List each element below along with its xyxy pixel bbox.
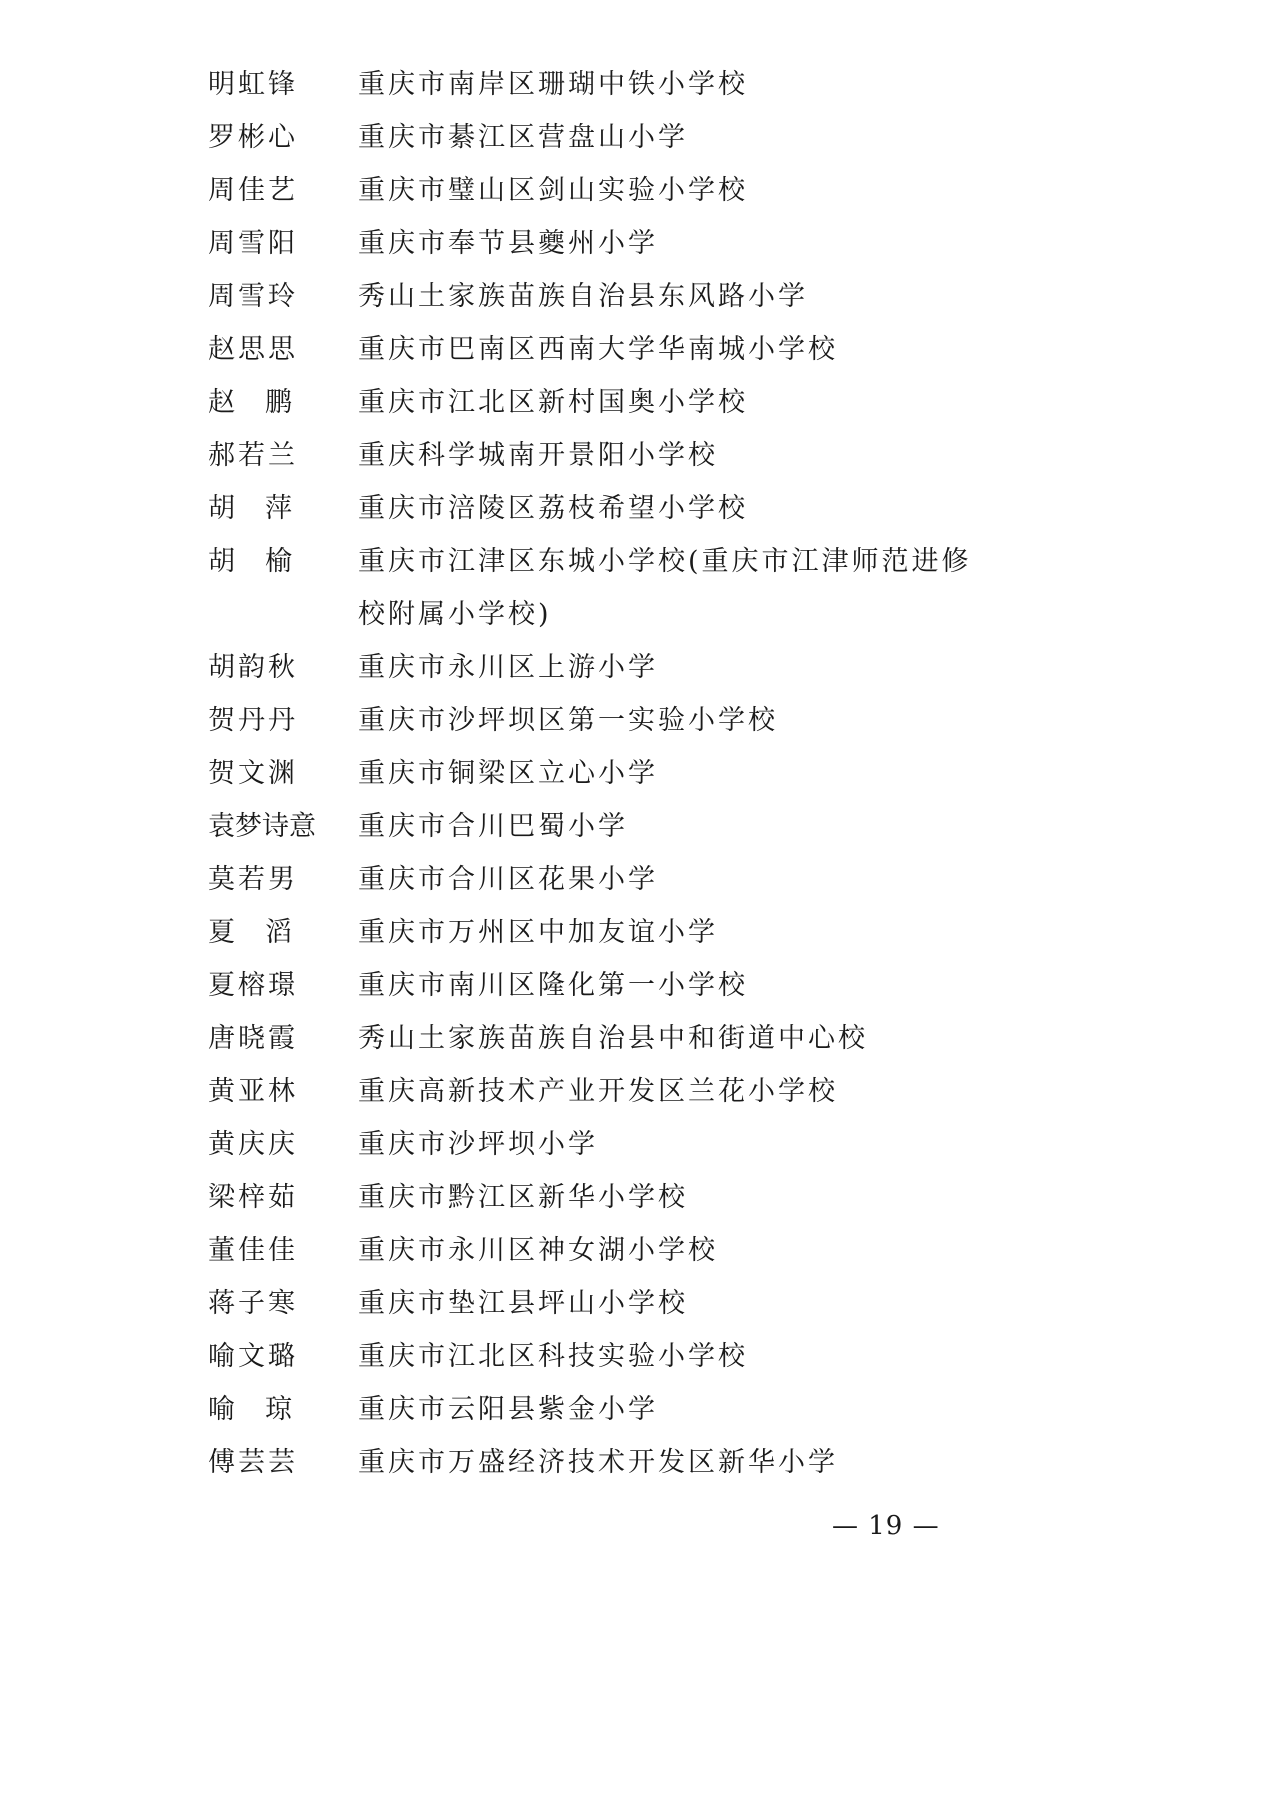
school-name-line: 重庆市垫江县坪山小学校: [358, 1288, 688, 1319]
person-name-char: 喻: [208, 1394, 235, 1425]
school-name-line: 重庆市永川区神女湖小学校: [358, 1235, 718, 1266]
school-name-line: 重庆市巴南区西南大学华南城小学校: [358, 334, 838, 365]
list-item: [0, 959, 1102, 1012]
school-name-line: 重庆市万盛经济技术开发区新华小学: [358, 1447, 838, 1478]
list-item: [0, 1171, 1102, 1224]
person-name: [208, 853, 358, 906]
person-name: [208, 800, 358, 853]
person-name: [208, 906, 358, 959]
list-item: [0, 1118, 1102, 1171]
school-name: [358, 270, 978, 323]
person-name-text: 郝若兰: [208, 440, 298, 471]
school-name: [358, 1383, 978, 1436]
person-name-text: 罗彬心: [208, 122, 298, 153]
list-item: [0, 482, 1102, 535]
school-name: [358, 217, 978, 270]
person-name: [208, 58, 358, 111]
person-name-text: 夏榕璟: [208, 970, 298, 1001]
school-name: [358, 482, 978, 535]
school-name: [358, 1224, 978, 1277]
school-name-line: 重庆市永川区上游小学: [358, 652, 658, 683]
person-name-char: 胡: [208, 493, 235, 524]
person-name: [208, 1065, 358, 1118]
person-name-char: 榆: [265, 546, 292, 577]
school-name: [358, 1065, 978, 1118]
person-name-text: 蒋子寒: [208, 1288, 298, 1319]
list-item: [0, 111, 1102, 164]
school-name-line: 重庆市江津区东城小学校(重庆市江津师范进修: [358, 546, 972, 577]
school-name-line: 重庆市合川巴蜀小学: [358, 811, 628, 842]
person-name-char: 胡: [208, 546, 235, 577]
school-name-line: 秀山土家族苗族自治县中和街道中心校: [358, 1023, 868, 1054]
school-name: [358, 1171, 978, 1224]
person-name: [208, 429, 358, 482]
person-name: [208, 694, 358, 747]
person-name: [208, 111, 358, 164]
person-name: [208, 1330, 358, 1383]
school-name-line: 重庆市沙坪坝区第一实验小学校: [358, 705, 778, 736]
person-name: [208, 1224, 358, 1277]
school-name: [358, 959, 978, 1012]
school-name-line: 重庆市南川区隆化第一小学校: [358, 970, 748, 1001]
list-item: [0, 800, 1102, 853]
person-name-char: 赵: [208, 387, 235, 418]
school-name: [358, 111, 978, 164]
school-name-line: 校附属小学校): [358, 599, 552, 630]
person-name-text: 唐晓霞: [208, 1023, 298, 1054]
person-name-char: 萍: [265, 493, 292, 524]
list-item: [0, 641, 1102, 694]
person-name: [208, 535, 358, 588]
school-name: [358, 323, 978, 376]
list-item: [0, 376, 1102, 429]
person-name: [208, 959, 358, 1012]
school-name-line: 重庆市江北区新村国奥小学校: [358, 387, 748, 418]
person-name-text: 莫若男: [208, 864, 298, 895]
list-item: [0, 1224, 1102, 1277]
school-name: [358, 58, 978, 111]
person-name: [208, 482, 358, 535]
list-item: [0, 906, 1102, 959]
school-name-line: 重庆市沙坪坝小学: [358, 1129, 598, 1160]
person-name: [208, 1436, 358, 1489]
school-name-line: 重庆科学城南开景阳小学校: [358, 440, 718, 471]
person-name-text: 胡韵秋: [208, 652, 298, 683]
school-name: [358, 1012, 978, 1065]
school-name: [358, 641, 978, 694]
person-name: [208, 1118, 358, 1171]
school-name-line: 重庆市铜梁区立心小学: [358, 758, 658, 789]
school-name-line: 重庆市江北区科技实验小学校: [358, 1341, 748, 1372]
award-list: [0, 58, 1102, 1489]
person-name-text: 赵思思: [208, 334, 298, 365]
list-item: [0, 1065, 1102, 1118]
school-name: [358, 800, 978, 853]
list-item: [0, 747, 1102, 800]
person-name-text: [208, 376, 292, 429]
person-name: [208, 376, 358, 429]
school-name: [358, 429, 978, 482]
person-name-char: 滔: [265, 917, 292, 948]
school-name-line: 重庆市綦江区营盘山小学: [358, 122, 688, 153]
list-item: [0, 535, 1102, 641]
list-item: [0, 429, 1102, 482]
list-item: [0, 1012, 1102, 1065]
school-name-line: 重庆市合川区花果小学: [358, 864, 658, 895]
school-name: [358, 747, 978, 800]
list-item: [0, 323, 1102, 376]
person-name-char: 琼: [265, 1394, 292, 1425]
person-name-text: 周雪玲: [208, 281, 298, 312]
person-name-text: 周佳艺: [208, 175, 298, 206]
person-name-text: 黄庆庆: [208, 1129, 298, 1160]
person-name: [208, 270, 358, 323]
school-name: [358, 376, 978, 429]
person-name-text: [208, 535, 292, 588]
person-name-text: [208, 482, 292, 535]
person-name: [208, 1012, 358, 1065]
person-name-text: 明虹锋: [208, 69, 298, 100]
list-item: [0, 164, 1102, 217]
school-name-line: 重庆市奉节县夔州小学: [358, 228, 658, 259]
list-item: [0, 694, 1102, 747]
school-name-line: 重庆市璧山区剑山实验小学校: [358, 175, 748, 206]
person-name: [208, 1277, 358, 1330]
page-number: — 19 —: [832, 1511, 940, 1541]
school-name-line: 重庆市云阳县紫金小学: [358, 1394, 658, 1425]
school-name-line: 重庆市涪陵区荔枝希望小学校: [358, 493, 748, 524]
school-name: [358, 164, 978, 217]
person-name-text: 黄亚林: [208, 1076, 298, 1107]
person-name: [208, 217, 358, 270]
person-name-text: 贺文渊: [208, 758, 298, 789]
list-item: [0, 853, 1102, 906]
person-name-text: 董佳佳: [208, 1235, 298, 1266]
person-name-text: 周雪阳: [208, 228, 298, 259]
list-item: [0, 270, 1102, 323]
list-item: [0, 1277, 1102, 1330]
person-name-text: 袁梦诗意: [208, 811, 316, 842]
school-name-line: 重庆市万州区中加友谊小学: [358, 917, 718, 948]
person-name-char: 鹏: [265, 387, 292, 418]
person-name-char: 夏: [208, 917, 235, 948]
school-name-line: 重庆市黔江区新华小学校: [358, 1182, 688, 1213]
person-name: [208, 1383, 358, 1436]
school-name: [358, 1436, 978, 1489]
school-name: [358, 1118, 978, 1171]
list-item: [0, 1436, 1102, 1489]
person-name-text: [208, 906, 292, 959]
person-name: [208, 1171, 358, 1224]
person-name-text: 贺丹丹: [208, 705, 298, 736]
school-name-line: 重庆市南岸区珊瑚中铁小学校: [358, 69, 748, 100]
person-name: [208, 323, 358, 376]
person-name-text: 傅芸芸: [208, 1447, 298, 1478]
person-name: [208, 164, 358, 217]
person-name-text: 喻文璐: [208, 1341, 298, 1372]
school-name: [358, 906, 978, 959]
list-item: [0, 1330, 1102, 1383]
school-name-line: 重庆高新技术产业开发区兰花小学校: [358, 1076, 838, 1107]
school-name: [358, 1330, 978, 1383]
list-item: [0, 217, 1102, 270]
school-name: [358, 694, 978, 747]
person-name-text: 梁梓茹: [208, 1182, 298, 1213]
list-item: [0, 1383, 1102, 1436]
list-item: [0, 58, 1102, 111]
school-name: [358, 853, 978, 906]
school-name-line: 秀山土家族苗族自治县东风路小学: [358, 281, 808, 312]
school-name: [358, 1277, 978, 1330]
school-name: [358, 535, 978, 641]
person-name-text: [208, 1383, 292, 1436]
person-name: [208, 641, 358, 694]
person-name: [208, 747, 358, 800]
